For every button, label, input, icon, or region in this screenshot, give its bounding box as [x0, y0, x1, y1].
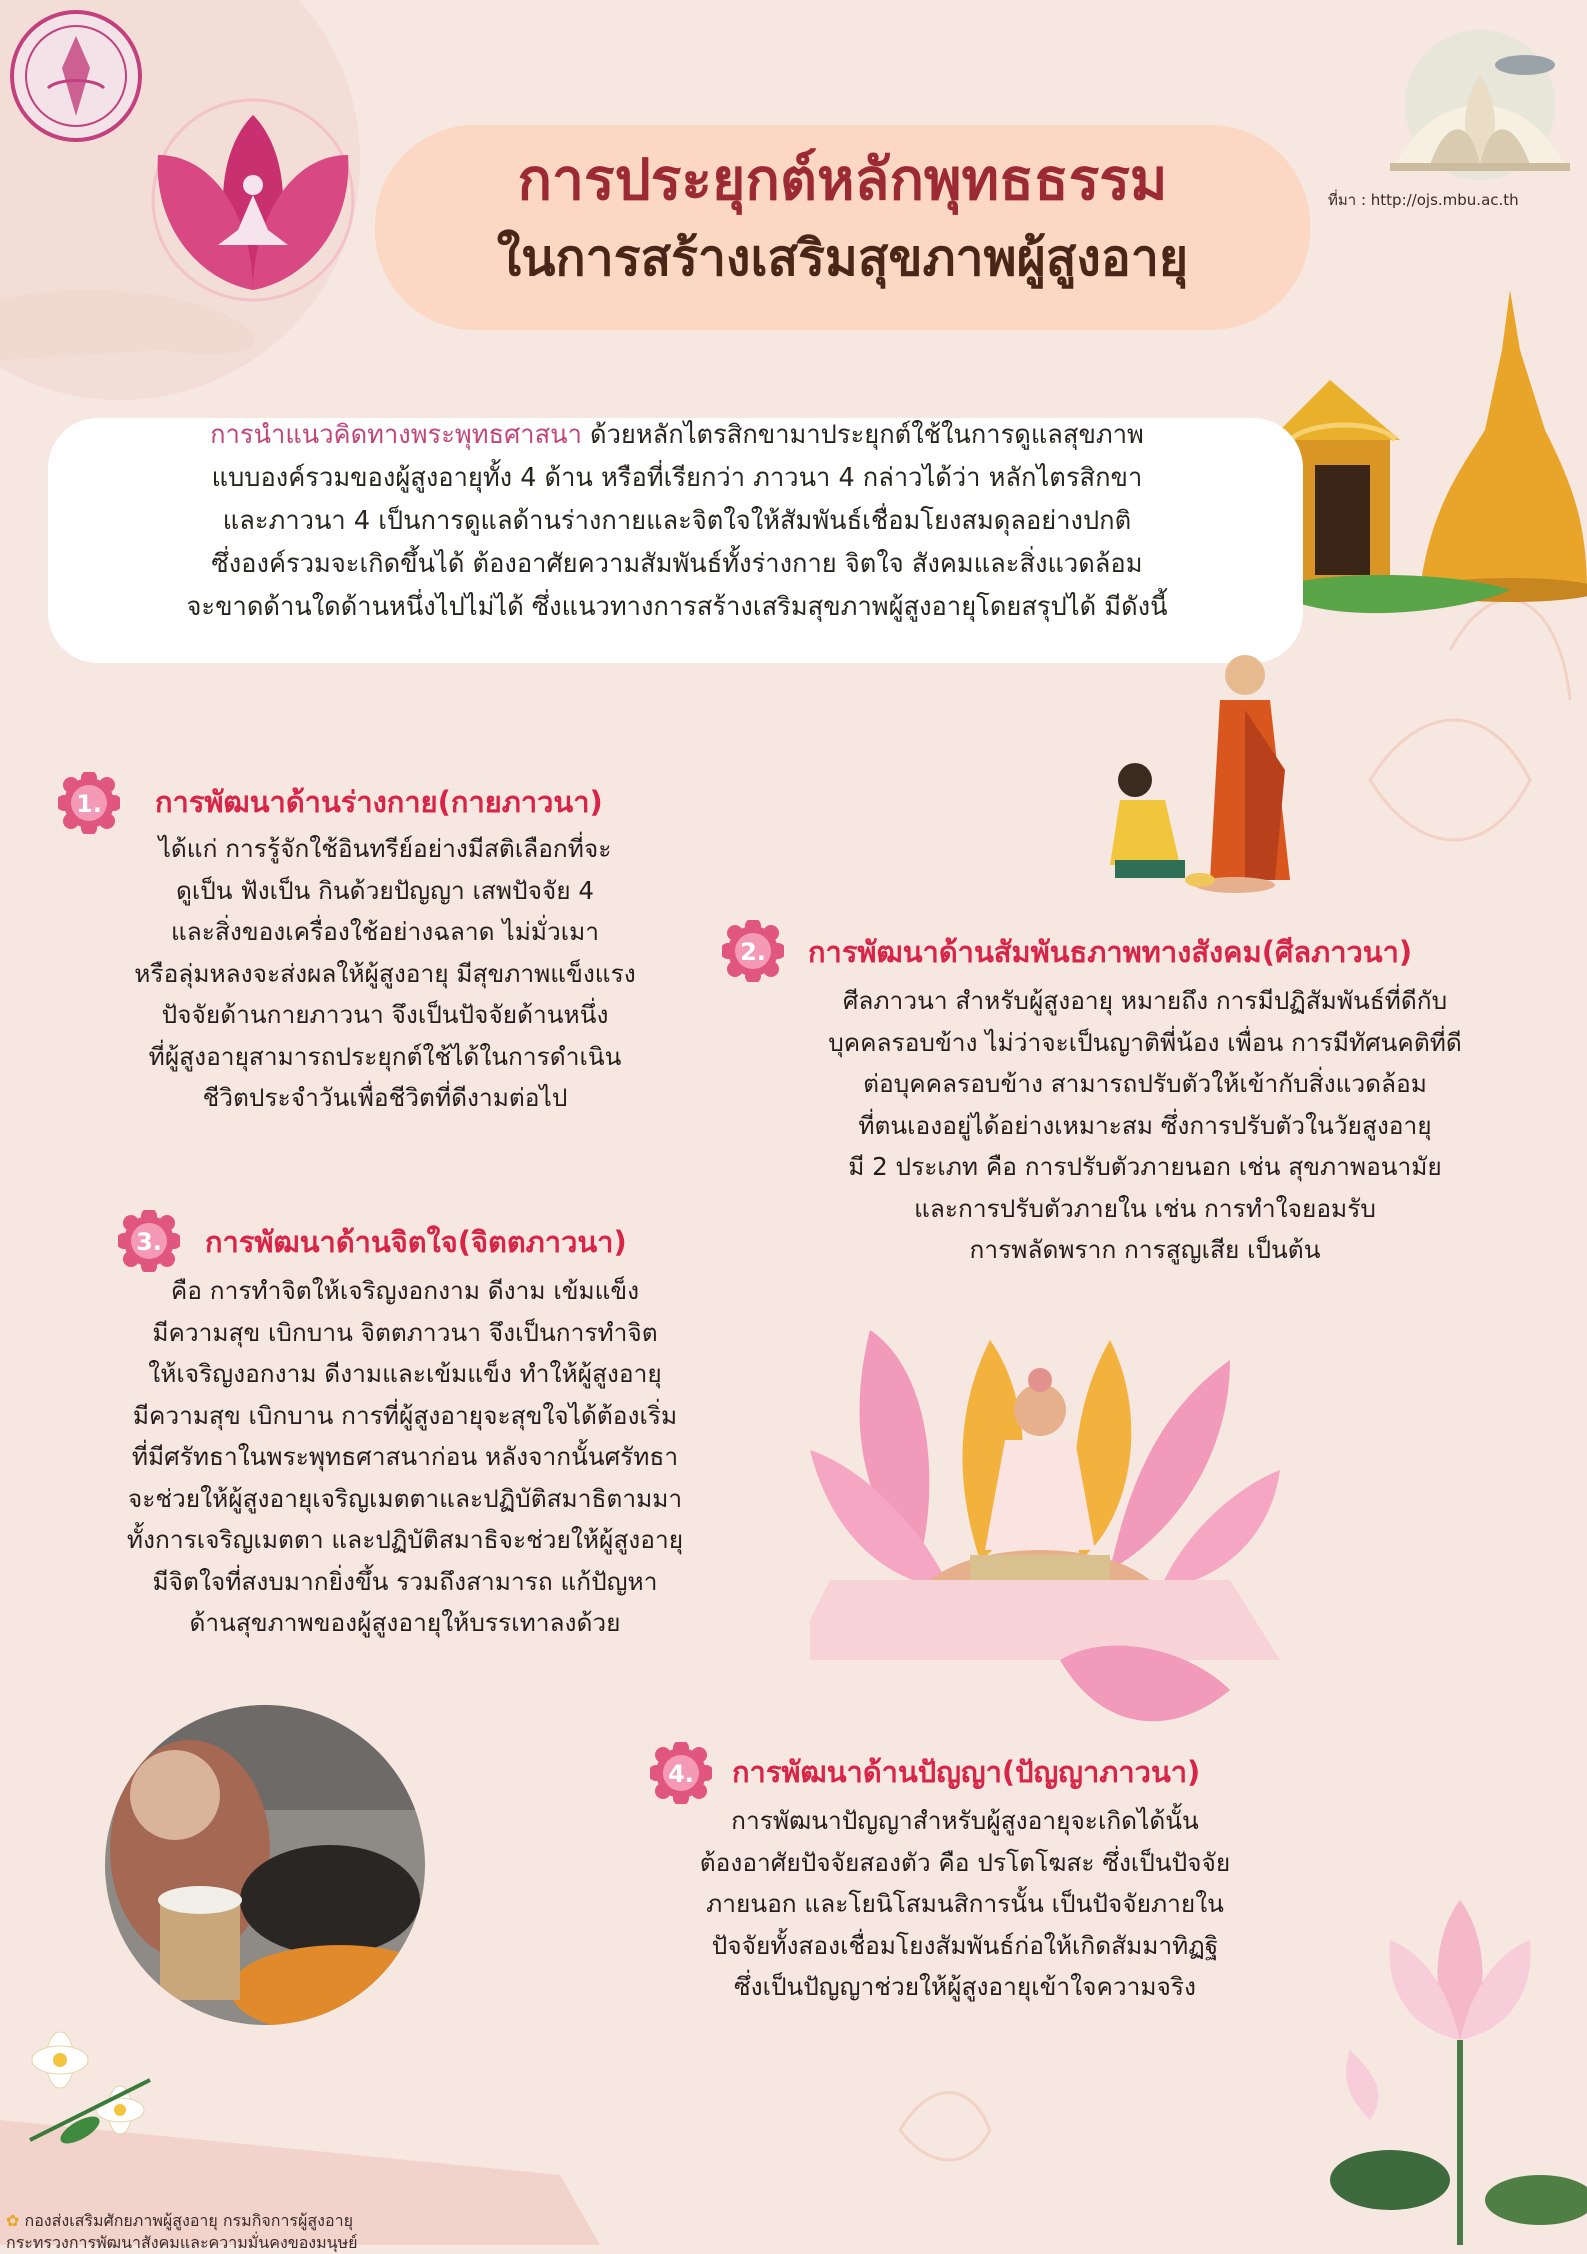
- section-1-number: 1.: [76, 790, 102, 818]
- source-credit: ที่มา : http://ojs.mbu.ac.th: [1328, 191, 1519, 209]
- section-2-body: ศีลภาวนา สำหรับผู้สูงอายุ หมายถึง การมีปฏิสัมพันธ์ที่ดีกับ บุคคลรอบข้าง ไม่ว่าจะเป็นญาติพี่น้อง เพื่อน การมีทัศนคติที่ดี ต่อบุคคลรอบข้าง สามารถปรับตัวให้เข้ากับสิ่งแวดล้อม ที่ตนเองอยู่ได้อย่างเหมาะสม ซึ่งการปรับตัวในวัยสูงอายุ มี 2 ประเภท คือ การปรับตัวภายนอก เช่น สุขภาพอนามัย และการปรับตัวภายใน เช่น การทำใจยอมรับ การพลัดพราก การสูญเสีย เป็นต้น: [828, 986, 1462, 1264]
- section-1-body: ได้แก่ การรู้จักใช้อินทรีย์อย่างมีสติเลือกที่จะ ดูเป็น ฟังเป็น กินด้วยปัญญา เสพปัจจัย 4 และสิ่งของเครื่องใช้อย่างฉลาด ไม่มั่วเมา หรือลุ่มหลงจะส่งผลให้ผู้สูงอายุ มีสุขภาพแข็งแรง ปัจจัยด้านกายภาวนา จึงเป็นปัจจัยด้านหนึ่ง ที่ผู้สูงอายุสามารถประยุกต์ใช้ได้ในการดำเนิน ชีวิตประจำวันเพื่อชีวิตที่ดีงามต่อไป: [134, 834, 636, 1112]
- section-1-title: การพัฒนาด้านร่างกาย(กายภาวนา): [155, 785, 603, 819]
- section-3-title: การพัฒนาด้านจิตใจ(จิตตภาวนา): [205, 1225, 627, 1259]
- intro-line-2: แบบองค์รวมของผู้สูงอายุทั้ง 4 ด้าน หรือที่เรียกว่า ภาวนา 4 กล่าวได้ว่า หลักไตรสิกขา: [211, 463, 1143, 493]
- section-4-number: 4.: [668, 1760, 694, 1788]
- intro-line-1: การนำแนวคิดทางพระพุทธศาสนา ด้วยหลักไตรสิกขามาประยุกต์ใช้ในการดูแลสุขภาพ: [210, 420, 1144, 450]
- footer-line-1: ✿ กองส่งเสริมศักยภาพผู้สูงอายุ กรมกิจการผู้สูงอายุ: [6, 2211, 353, 2230]
- section-3-number: 3.: [136, 1228, 162, 1256]
- intro-line-3: และภาวนา 4 เป็นการดูแลด้านร่างกายและจิตใจให้สัมพันธ์เชื่อมโยงสมดุลอย่างปกติ: [222, 506, 1132, 536]
- monk-alms-illustration: [1095, 650, 1295, 900]
- section-2-title: การพัฒนาด้านสัมพันธภาพทางสังคม(ศีลภาวนา): [808, 935, 1413, 969]
- section-4-body: การพัฒนาปัญญาสำหรับผู้สูงอายุจะเกิดได้นั้น ต้องอาศัยปัจจัยสองตัว คือ ปรโตโฆสะ ซึ่งเป็นปัจจัย ภายนอก และโยนิโสมนสิการนั้น เป็นปัจจัยภายใน ปัจจัยทั้งสองเชื่อมโยงสัมพันธ์ก่อให้เกิดสัมมาทิฏฐิ ซึ่งเป็นปัญญาช่วยให้ผู้สูงอายุเข้าใจความจริง: [699, 1806, 1231, 2001]
- section-1-badge: [58, 772, 120, 834]
- section-3-badge: [118, 1210, 180, 1272]
- alms-bowl-photo: [100, 1700, 430, 2030]
- section-4-title: การพัฒนาด้านปัญญา(ปัญญาภาวนา): [732, 1755, 1201, 1789]
- section-2-badge: [722, 920, 784, 982]
- lotus-temple-illustration: [1375, 25, 1585, 185]
- golden-pagoda-illustration: [1270, 290, 1587, 670]
- footer-line-2: กระทรวงการพัฒนาสังคมและความมั่นคงของมนุษย์: [6, 2233, 358, 2252]
- page-subtitle: ในการสร้างเสริมสุขภาพผู้สูงอายุ: [496, 229, 1189, 287]
- lotus-meditation-logo-icon: [118, 95, 388, 305]
- page-title: การประยุกต์หลักพุทธธรรม: [517, 147, 1168, 213]
- intro-highlight: การนำแนวคิดทางพระพุทธศาสนา: [210, 420, 582, 450]
- meditation-woman-illustration: [810, 1330, 1280, 1770]
- lotus-flower-decoration: [1330, 1900, 1587, 2245]
- footer: [6, 2210, 358, 2254]
- section-2-number: 2.: [740, 938, 766, 966]
- intro-paragraph: [62, 414, 1292, 629]
- section-3-body: คือ การทำจิตให้เจริญงอกงาม ดีงาม เข้มแข็ง มีความสุข เบิกบาน จิตตภาวนา จึงเป็นการทำจิต ให้เจริญงอกงาม ดีงามและเข้มแข็ง ทำให้ผู้สูงอายุ มีความสุข เบิกบาน การที่ผู้สูงอายุจะสุขใจได้ต้องเริ่ม ที่มีศรัทธาในพระพุทธศาสนาก่อน หลังจากนั้นศรัทธา จะช่วยให้ผู้สูงอายุเจริญเมตตาและปฏิบัติสมาธิตามมา ทั้งการเจริญเมตตา และปฏิบัติสมาธิจะช่วยให้ผู้สูงอายุ มีจิตใจที่สงบมากยิ่งขึ้น รวมถึงสามารถ แก้ปัญหา ด้านสุขภาพของผู้สูงอายุให้บรรเทาลงด้วย: [126, 1276, 684, 1637]
- flower-bullet-icon: ✿: [6, 2211, 20, 2230]
- intro-line-4: ซึ่งองค์รวมจะเกิดขึ้นได้ ต้องอาศัยความสัมพันธ์ทั้งร่างกาย จิตใจ สังคมและสิ่งแวดล้อม: [211, 549, 1143, 579]
- jasmine-flower-decoration: [0, 2000, 180, 2200]
- section-4-badge: [650, 1742, 712, 1804]
- intro-line-5: จะขาดด้านใดด้านหนึ่งไปไม่ได้ ซึ่งแนวทางการสร้างเสริมสุขภาพผู้สูงอายุโดยสรุปได้ มีดังนี้: [186, 592, 1168, 622]
